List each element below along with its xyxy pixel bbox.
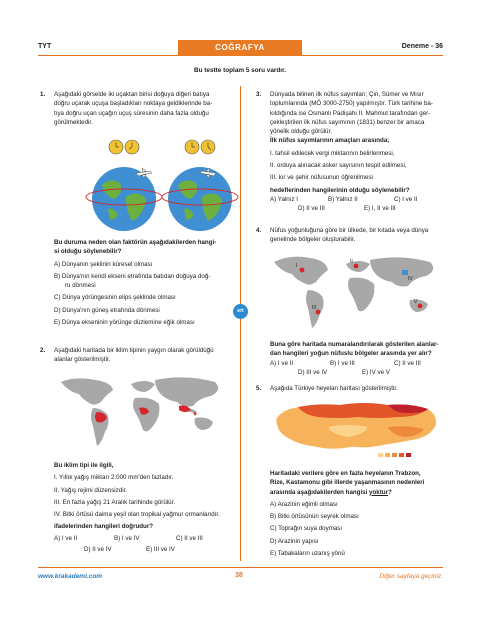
statement-iii: III. En fazla yağış 21 Aralık tarihinde görülür. [54,498,176,506]
option-e[interactable]: E) I, II ve III [364,205,396,213]
statement-ii: II. Yağış rejimi düzensizdir. [54,486,128,494]
q4-stem: Buna göre haritada numaralandırılarak gösterilen alanlar- [270,341,439,348]
exam-type: TYT [38,43,52,50]
statement-iv: IV. Bitki örtüsü daima yeşil olan tropikal yağmur ormanlarıdır. [54,511,220,519]
page-footer [38,567,443,581]
q4-stem: dan hangileri yoğun nüfuslu bölgeler arasında yer alır? [270,350,432,358]
q1-line: Aşağıdaki görselde iki uçaktan birisi doğuya diğeri batıya [54,91,210,98]
option-a[interactable]: A) I ve II [270,359,294,367]
option-e[interactable]: E) IV ve V [362,368,390,376]
q5-line: Aşağıda Türkiye heyelan haritası gösterilmiştir. [270,385,398,392]
q4-line: genelinde bölgeler oluşturabilir. [270,236,356,244]
q5-stem: ? [387,488,392,496]
q3-line: kıldığında ise Osmanlı Padişahı II. Mahmut tarafından ger- [270,109,431,117]
option-d[interactable]: D) Arazinin yapısı [270,537,319,545]
q5-stem: arasında aşağıdakilerden hangisi [270,488,370,496]
q4-line: Nüfus yoğunluğuna göre bir ülkede, bir kıtada veya dünya [270,227,429,234]
question-4 [256,226,448,245]
q2-line: alanlar gösterilmiştir. [54,356,111,364]
q3-line: toplumlarında (MÖ 3000-2750) yapılmıştır. Türk tarihine ba- [270,100,433,108]
q2-stem: Bu iklim tipi ile ilgili, [54,462,114,469]
option-b[interactable]: B) I ve IV [114,534,140,542]
question-4-stem [270,340,448,377]
question-2 [40,346,234,365]
option-b-cont: ru dönmesi [65,282,96,290]
page-number: 38 [235,572,243,579]
statement-ii: II. orduya alınacak asker sayısının tespit edilmesi, [270,162,407,170]
statement-iii: III. kır ve şehir nüfusunun öğrenilmesi [270,174,373,182]
question-3 [256,90,448,214]
region-label: III [312,305,317,311]
question-1-stem [54,238,234,327]
option-b[interactable]: B) Yalnız II [328,195,358,203]
map-legend [378,453,411,457]
page-header [38,40,443,56]
option-d[interactable]: D) III ve IV [298,368,328,376]
q3-line: yönelik olduğu görülür. [270,128,332,136]
option-d[interactable]: D) II ve III [298,205,325,213]
test-info: Bu testte toplam 5 soru vardır. [194,67,286,74]
option-b[interactable]: B) Bitki örtüsünün seyrek olması [270,513,359,521]
region-iv-highlight [402,270,408,275]
question-1 [40,90,232,127]
globes-figure [84,137,244,235]
turkey-landslide-map [268,397,444,465]
option-e[interactable]: E) Tabakaların uzanış yönü [270,550,345,558]
q3-line: çekleştirilen ilk nüfus sayımının (1831) benzer bir amaca [270,118,425,126]
option-b[interactable]: B) I ve III [330,359,355,367]
q5-stem: Rize, Kastamonu gibi illerde yaşanmasının nedenleri [270,479,425,487]
q1-stem: si olduğu söylenebilir? [54,248,122,256]
q5-negation: yoktur [369,488,388,496]
q3-lead: İlk nüfus sayımlarının amaçları arasında; [270,137,390,145]
question-5-stem [270,469,448,558]
region-label: IV [408,276,413,282]
q3-line: Dünyada bilinen ilk nüfus sayımları; Çin, Sümer ve Mısır [270,91,424,98]
option-a[interactable]: A) I ve II [54,534,78,542]
population-world-map [268,252,444,336]
question-number: 5. [256,385,262,392]
question-number: 4. [256,227,262,234]
q2-question: ifadelerinden hangileri doğrudur? [54,523,154,531]
q2-line: Aşağıdaki haritada bir iklim tipinin yaygın olarak görüldüğü [54,347,214,354]
globe-west-plane [86,140,162,231]
option-b[interactable]: B) Dünya'nın kendi ekseni etrafında batıdan doğuya doğ- [54,272,211,280]
exam-number: Deneme - 36 [401,43,443,50]
globe-east-plane [162,140,238,231]
earth-globe-icon [168,167,232,231]
q1-line: tıya doğru uçan uçağın uçuş süresinin daha fazla olduğu [54,109,209,117]
q5-stem-line3 [270,488,448,497]
q3-question: hedeflerinden hangilerinin olduğu söylenebilir? [270,186,410,194]
q5-stem: Haritadaki verilere göre en fazla heyelanın Trabzon, [270,470,421,477]
option-a[interactable]: A) Yalnız I [270,195,298,203]
option-a[interactable]: A) Dünyanın şeklinin küresel olması [54,260,153,268]
option-c[interactable]: C) Toprağın suya doyması [270,525,343,533]
option-d[interactable]: D) Dünya'nın güneş etrafında dönmesi [54,306,160,314]
option-e[interactable]: E) III ve IV [146,546,175,554]
earth-globe-icon [92,167,156,231]
question-number: 1. [40,91,46,98]
statement-i: I. tahsil edilecek vergi miktarının belirlenmesi, [270,149,395,157]
option-c[interactable]: C) II ve III [176,534,203,542]
option-e[interactable]: E) Dünya ekseninin yörünge düzlemine eğik olması [54,319,195,327]
q1-line: görülmektedir. [54,118,93,126]
option-c[interactable]: C) II ve III [394,359,421,367]
publisher-logo: ert [233,304,248,319]
climate-world-map [55,374,233,452]
option-d[interactable]: D) II ve IV [84,546,112,554]
region-label: II [350,259,353,265]
subject-title: COĞRAFYA [178,40,302,56]
question-5 [256,384,448,393]
statement-i: I. Yıllık yağış miktarı 2.000 mm'den fazladır. [54,474,174,482]
option-c[interactable]: C) I ve II [394,195,418,203]
region-label: V [414,299,418,305]
question-number: 2. [40,347,46,354]
website-link[interactable]: www.krakademi.com [38,573,103,580]
question-number: 3. [256,91,262,98]
option-a[interactable]: A) Arazinin eğimli olması [270,500,338,508]
region-label: I [296,263,298,269]
q1-stem: Bu duruma neden olan faktörün aşağıdakilerden hangi- [54,239,217,246]
option-c[interactable]: C) Dünya yörüngesinin elips şeklinde olması [54,294,176,302]
question-2-stem [54,461,234,554]
q1-line: doğru uçarak uçuşa başladıkları noktaya geldiklerinde ba- [54,100,213,108]
next-page-note: Diğer sayfaya geçiniz. [379,573,443,580]
